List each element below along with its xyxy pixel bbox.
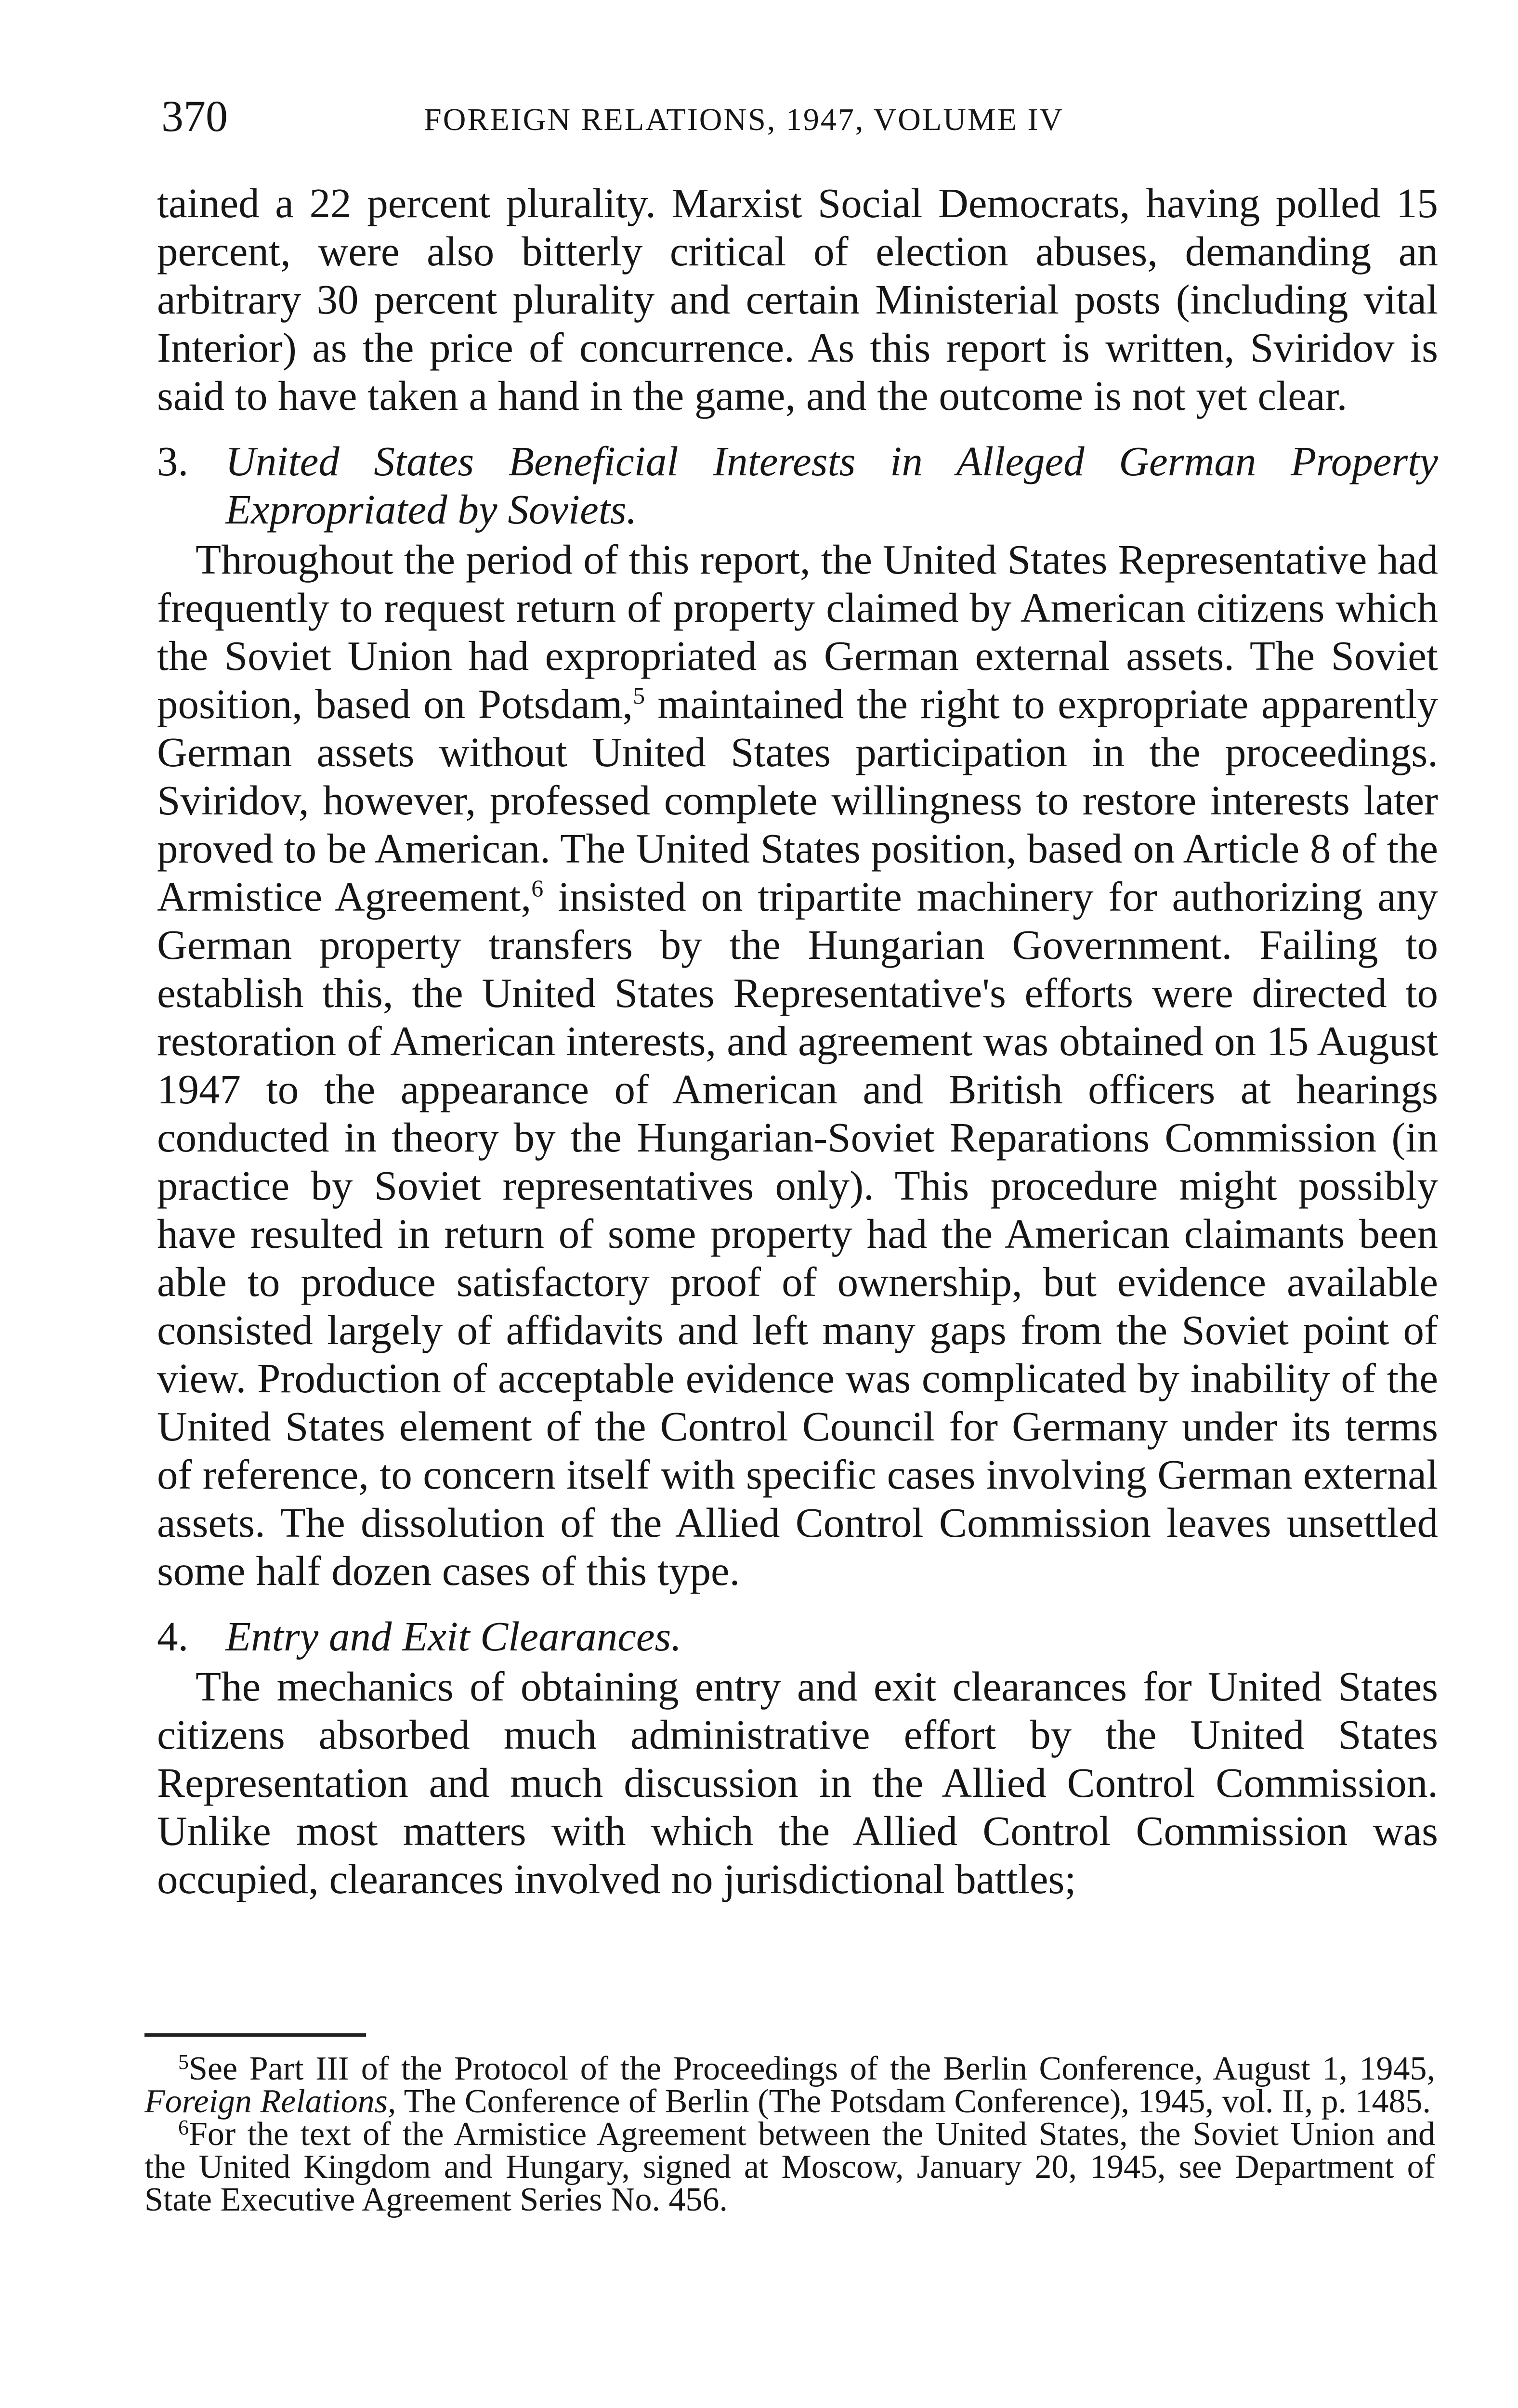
footnote-6 [144,2118,1435,2216]
footnote-italic-title: Foreign Relations, [144,2083,396,2120]
section-title: Entry and Exit Clearances. [225,1613,682,1660]
footnote-divider [144,2033,366,2037]
footnote-text: For the text of the Armistice Agreement between the United States, the Soviet Union and the United Kingdom and Hungary, signed at Moscow, January 20, 1945, see Department of State Executive Agreement Series No. 456. [144,2116,1435,2218]
page-header [161,90,1182,147]
footnote-reference-6: 6 [531,875,544,902]
footnote-text: The Conference of Berlin (The Potsdam Conference), 1945, vol. II, p. 1485. [396,2083,1431,2120]
section-3-paragraph [157,536,1438,1595]
body-text [157,179,1438,1903]
continuation-paragraph: tained a 22 percent plurality. Marxist Social Democrats, having polled 15 percent, were also bitterly critical of election abuses, demanding an arbitrary 30 percent plurality and certain Ministerial posts (including vital Interior) as the price of concurrence. As this report is written, Sviridov is said to have taken a hand in the game, and the outcome is not yet clear. [157,180,1438,419]
paragraph-text: maintained the right to expropriate apparently German assets without United States participation in the proceedings. Sviridov, however, professed complete willingness to restore interests later proved to be American. The United States position, based on Article 8 of the Armistice Agreement, [157,681,1438,920]
paragraph-text: Throughout the period of this report, the United States Representative had frequently to request return of property claimed by American citizens which the Soviet Union had expropriated as German external assets. The Soviet position, based on Potsdam, [157,536,1438,727]
footnote-5 [144,2050,1435,2120]
footnote-mark: 6 [178,2116,189,2139]
section-heading-3 [157,437,1438,534]
page-number: 370 [161,92,228,141]
section-heading-4 [157,1612,1438,1661]
section-4-paragraph: The mechanics of obtaining entry and exit clearances for United States citizens absorbed much administrative effort by the United States Representation and much discussion in the Allied Control Commission. Unlike most matters with which the Allied Control Commission was occupied, clearances involved no jurisdictional battles; [157,1663,1438,1902]
footnote-mark: 5 [178,2050,189,2074]
section-number: 4. [157,1613,189,1660]
paragraph-text: insisted on tripartite machinery for authorizing any German property transfers by the Hungarian Government. Failing to establish this, the United States Representative's efforts were directed to restoration of American interests, and agreement was obtained on 15 August 1947 to the appearance of American and British officers at hearings conducted in theory by the Hungarian-Soviet Reparations Commission (in practice by Soviet representatives only). This procedure might possibly have resulted in return of some property had the American claimants been able to produce satisfactory proof of ownership, but evidence available consisted largely of affidavits and left many gaps from the Soviet point of view. Production of acceptable evidence was complicated by inability of the United States element of the Control Council for Germany under its terms of reference, to concern itself with specific cases involving German external assets. The dissolution of the Allied Control Commission leaves unsettled some half dozen cases of this type. [157,873,1438,1594]
running-head: FOREIGN RELATIONS, 1947, VOLUME IV [424,102,1064,137]
section-title: United States Beneficial Interests in Alleged German Property Expropriated by Soviets. [225,438,1438,533]
footnote-text: See Part III of the Protocol of the Proceedings of the Berlin Conference, August 1, 1945, [189,2050,1435,2087]
footnote-reference-5: 5 [633,682,645,709]
section-number: 3. [157,438,189,484]
footnotes [144,2050,1435,2218]
